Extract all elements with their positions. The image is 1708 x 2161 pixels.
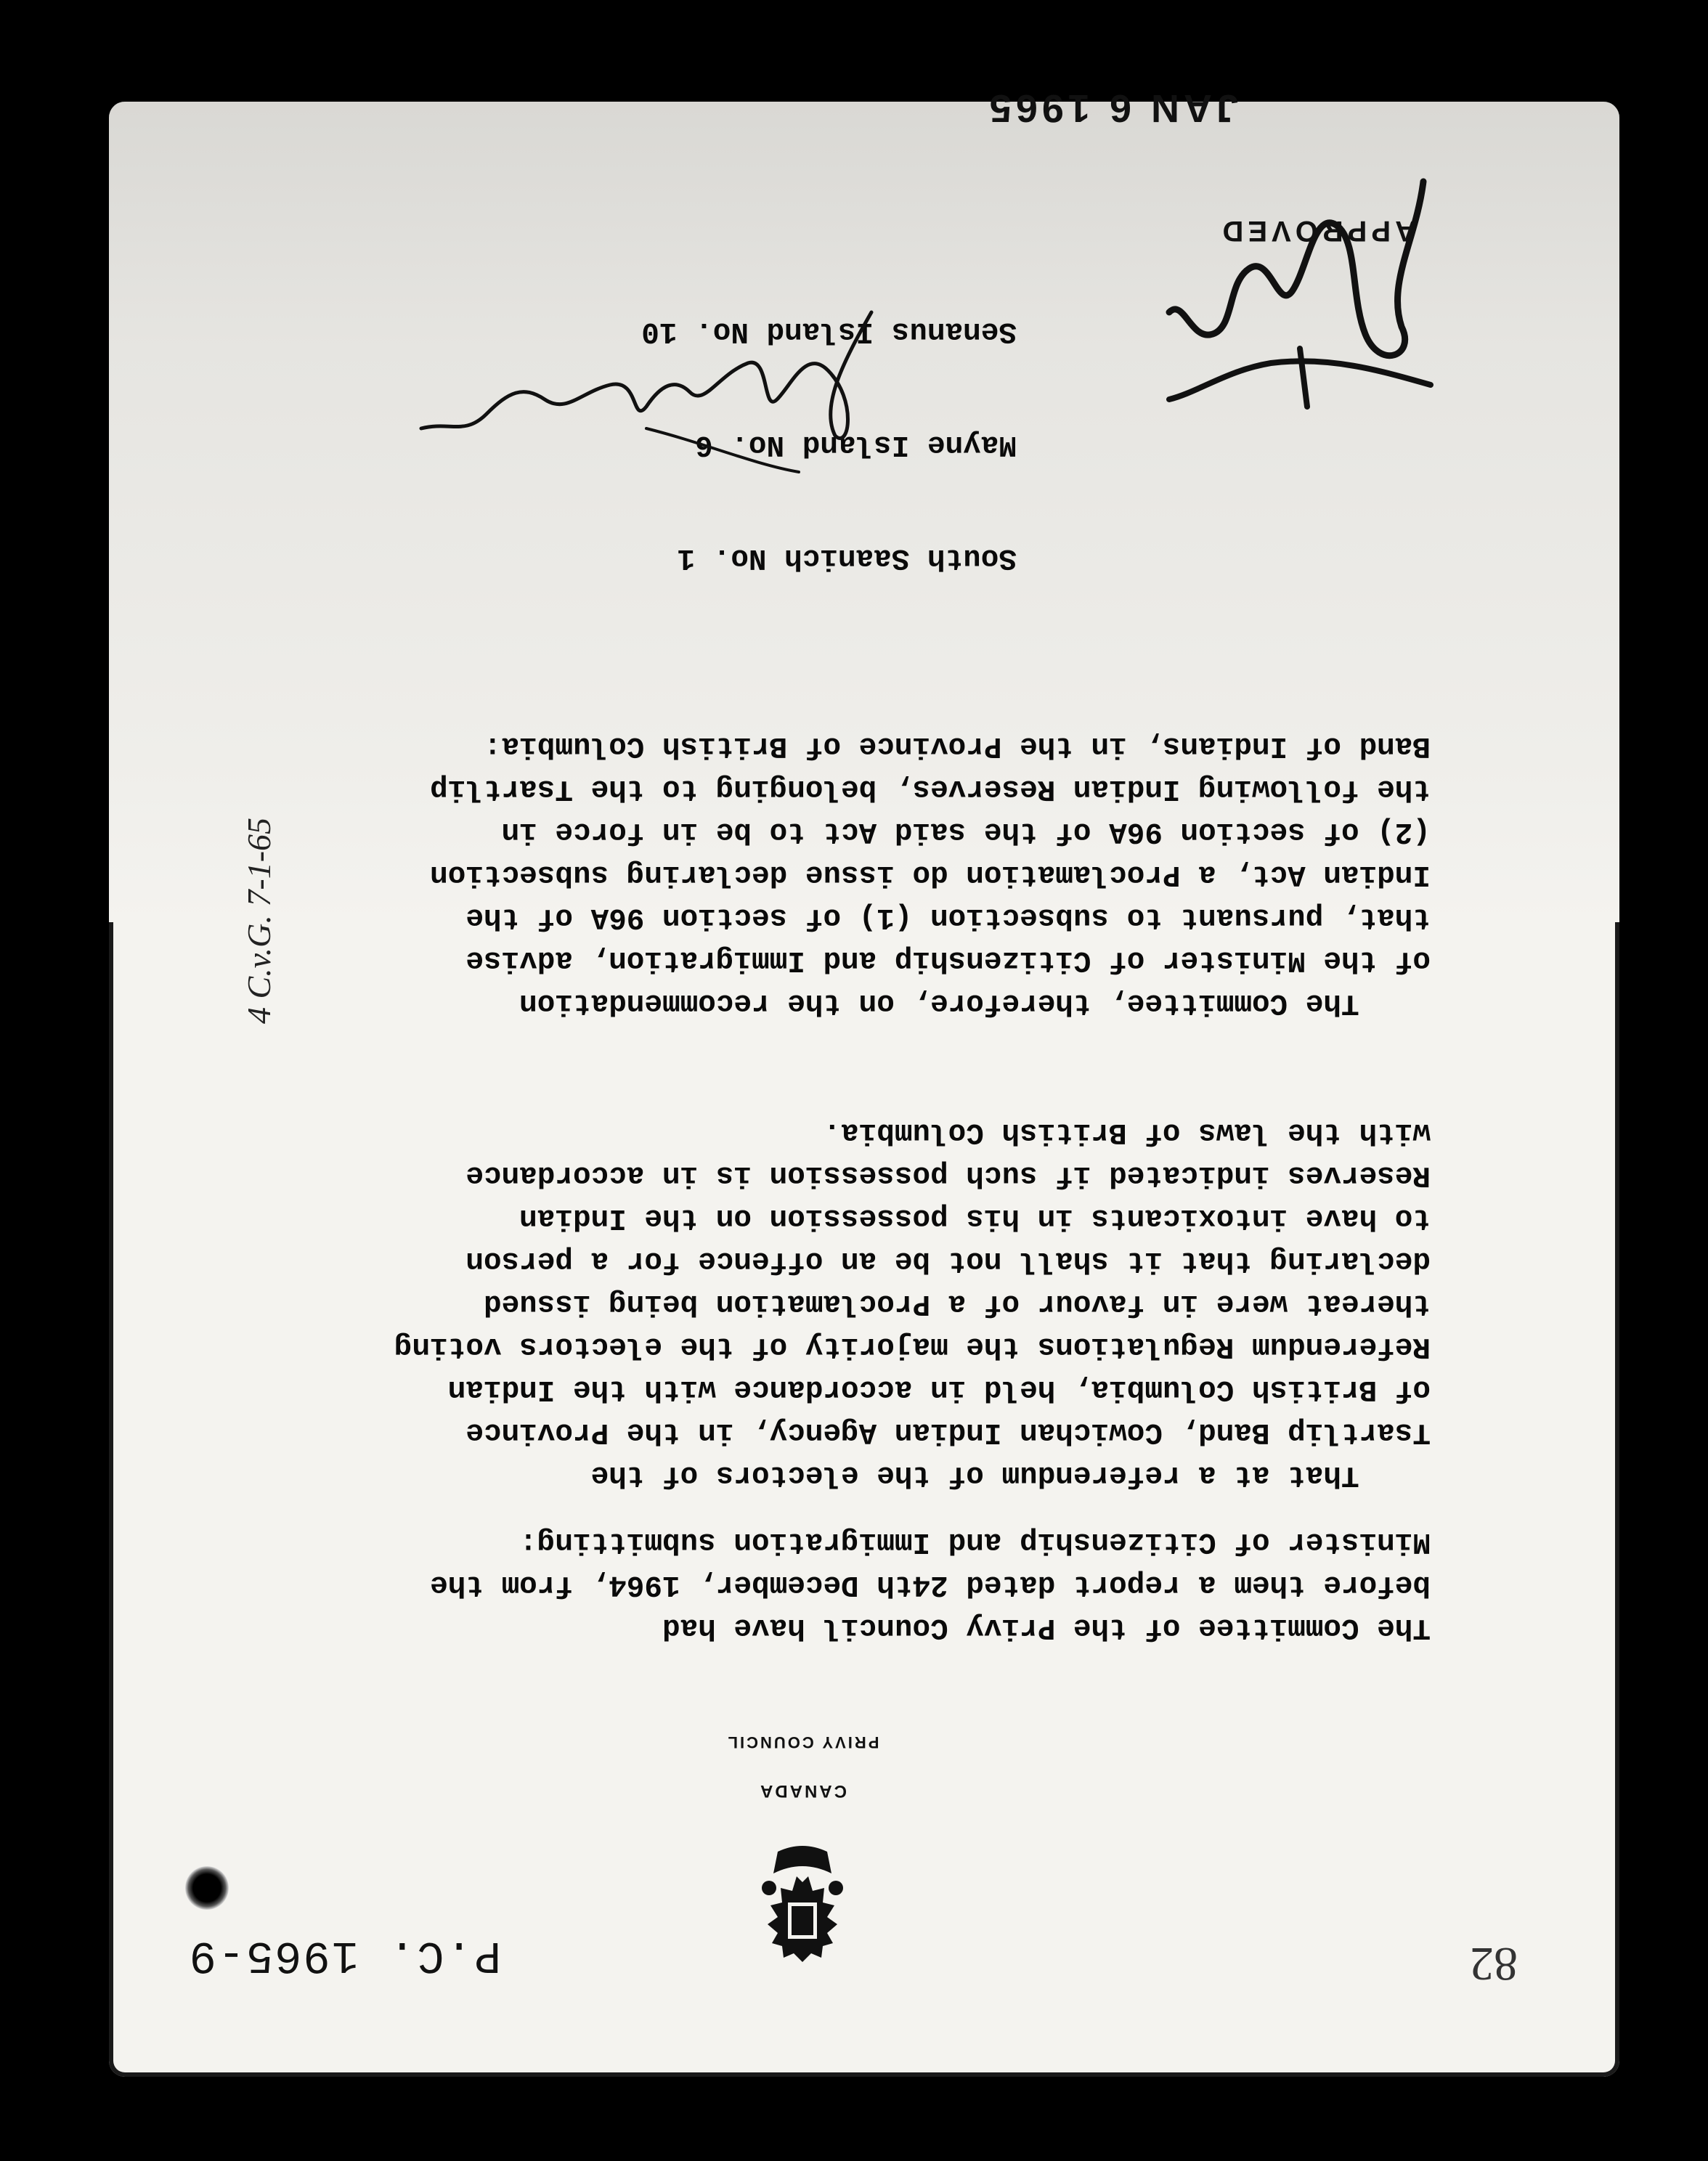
header-council: PRIVY COUNCIL (725, 1733, 879, 1751)
coat-of-arms-icon (752, 1830, 853, 1968)
page-number: 82 (1470, 1937, 1518, 1990)
document-page (109, 86, 1619, 2077)
signature-governor-general (1155, 152, 1445, 414)
paragraph-recommendation: The Committee, therefore, on the recommendation of the Minister of Citizenship and Immigration, advise that, pursuant to subsection (1) of section 96A of the Indian Act, a Proclamation do issue declaring subsection (2) of section 96A of the said Act to be in force in the following Indian Reserves, belonging to the Tsartlip Band of Indians, in the Province of British Columbia: (430, 729, 1431, 1020)
order-number: P.C. 1965-9 (187, 1929, 501, 1981)
margin-note: 4 C.v.G. 7-1-65 (240, 817, 277, 1024)
header-country: CANADA (758, 1781, 847, 1801)
date-stamp: JAN 6 1965 (985, 86, 1238, 130)
approved-label: APPROVED (1218, 215, 1416, 247)
list-item: Senanus Island No. 10 (641, 314, 1017, 348)
punch-hole (185, 1866, 229, 1910)
paragraph-referendum: That at a referendum of the electors of the Tsartlip Band, Cowichan Indian Agency, in the Province of British Columbia, held in accordance with the Indian Referendum Regulations the majority of the electors voting thereat were in favour of a Proclamation being issued declaring that it shall not be an offence for a person to have intoxicants in his possession on the Indian Reserves indicated if such possession is in accordance with the laws of British Columbia. (394, 1115, 1431, 1491)
signature-clerk (407, 247, 886, 494)
paragraph-intro: The Committee of the Privy Council have had before them a report dated 24th December, 1964, from the Minister of Citizenship and Immigration submitting: (430, 1525, 1431, 1644)
list-item: South Saanich No. 1 (677, 541, 1017, 574)
rotated-content (109, 86, 1619, 2077)
list-item: Mayne Island No. 6 (695, 428, 1017, 461)
